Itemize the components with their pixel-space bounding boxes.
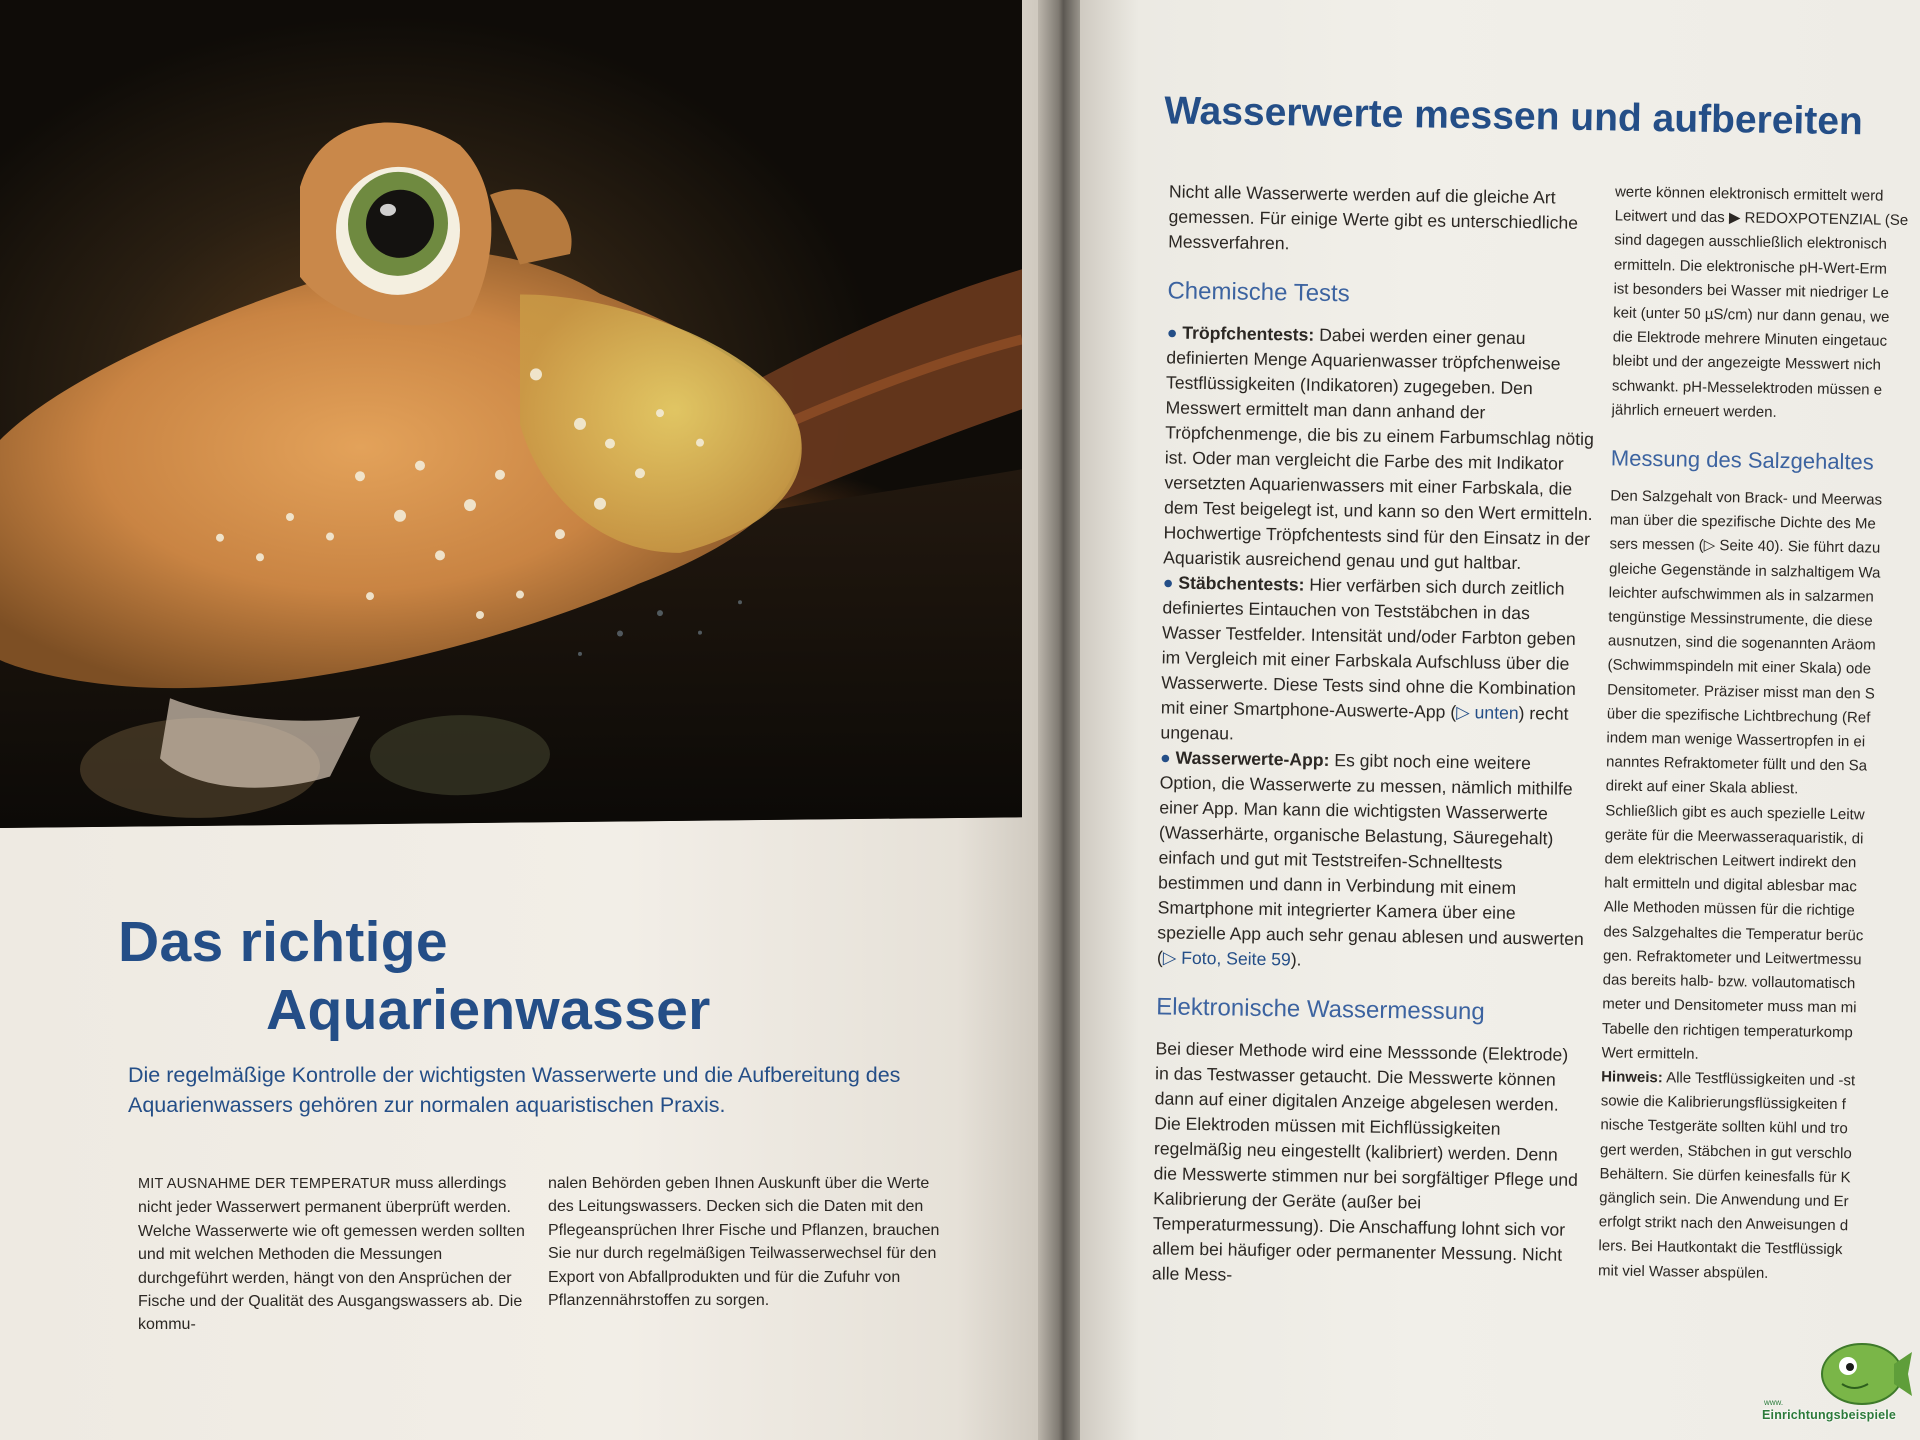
text-line: Alle Methoden müssen für die richtige bbox=[1603, 898, 1855, 920]
bullet-text-tail: ) recht ungenau. bbox=[1160, 702, 1569, 744]
note-first: Alle Testflüssigkeiten und -st bbox=[1662, 1069, 1856, 1090]
text-line: indem man wenige Wassertropfen in ei bbox=[1606, 729, 1866, 751]
text-line: die Elektrode mehrere Minuten eingetauc bbox=[1612, 328, 1888, 350]
bullet-icon: ● bbox=[1159, 747, 1176, 768]
page-heading: Wasserwerte messen und aufbereiten bbox=[1163, 89, 1864, 144]
text-line: jährlich erneuert werden. bbox=[1611, 401, 1777, 421]
bullet-text: Es gibt noch eine weitere Option, die Wasserwerte zu messen, nämlich mithilfe einer App. Man kann die wichtigsten Wasserwerte (Wasserhärte, organische Belastung, Säuregehalt) einfach und gut mit Teststreifen-Schnelltests bestimmen und dann in Verbindung mit einem Smartphone mit integrierter Kamera über eine spezielle App auch sehr genau ablesen und auswerten ( bbox=[1156, 750, 1584, 968]
text-line: meter und Densitometer muss man mi bbox=[1602, 995, 1857, 1017]
note-label: Hinweis: bbox=[1601, 1068, 1663, 1087]
text-line: ermitteln. Die elektronische pH-Wert-Erm bbox=[1613, 256, 1888, 278]
text-line: gänglich sein. Die Anwendung und Er bbox=[1599, 1189, 1849, 1211]
frog-illustration bbox=[0, 0, 1022, 828]
right-page bbox=[1080, 0, 1920, 1440]
text-line: tengünstige Messinstrumente, die diese bbox=[1608, 608, 1873, 630]
watermark-logo bbox=[1762, 1340, 1920, 1440]
text-line: gleiche Gegenstände in salzhaltigem Wa bbox=[1609, 560, 1881, 582]
text-line: über die spezifische Lichtbrechung (Ref bbox=[1606, 705, 1871, 727]
bullet-text-tail: ). bbox=[1290, 949, 1302, 970]
col-b-block-2 bbox=[1601, 484, 1920, 1070]
text-line: sowie die Kalibrierungsflüssigkeiten f bbox=[1600, 1092, 1847, 1114]
bullet-wasserwerte-app bbox=[1157, 745, 1590, 977]
bullet-icon: ● bbox=[1166, 322, 1183, 343]
elektronisch-text: Bei dieser Methode wird eine Messsonde (Elektrode) in das Testwasser getaucht. Die Messwerte können dann auf einer digitalen Anzeige abgelesen werden. Die Elektroden müssen mit Eichflüssigkeiten regelmäßig neu eingestellt (kalibriert) werden. Denn die Messwerte stimmen nur bei sorgfältiger Pflege und Kalibrierung der Geräte (außer bei Temperaturmessung). Die Anschaffung lohnt sich vor allem bei häufiger oder permanenter Messung. Nicht alle Mess- bbox=[1151, 1038, 1579, 1285]
right-column-b bbox=[1598, 180, 1920, 1288]
subheading-salzgehalt: Messung des Salzgehaltes bbox=[1610, 445, 1874, 475]
frog-photo bbox=[0, 0, 1022, 828]
text-line: Behältern. Sie dürfen keinesfalls für K bbox=[1599, 1165, 1851, 1186]
chapter-title-line-2: Aquarienwasser bbox=[266, 978, 711, 1042]
text-line: direkt auf einer Skala abliest. bbox=[1605, 777, 1799, 798]
bullet-icon: ● bbox=[1162, 572, 1179, 593]
bullet-term: Tröpfchentests: bbox=[1182, 322, 1315, 345]
chapter-intro: Die regelmäßige Kontrolle der wichtigsten Wasserwerte und die Aufbereitung des Aquarienwassers gehören zur normalen aquaristischen Praxis. bbox=[128, 1063, 901, 1117]
cross-reference: ▷ unten bbox=[1456, 701, 1519, 723]
bullet-term: Wasserwerte-App: bbox=[1175, 747, 1330, 771]
bullet-tropfchentests bbox=[1163, 320, 1597, 577]
text-line: Den Salzgehalt von Brack- und Meerwas bbox=[1610, 487, 1883, 509]
bullet-stabchentests bbox=[1160, 570, 1593, 752]
text-line: Wert ermitteln. bbox=[1601, 1044, 1699, 1063]
text-line: schwankt. pH-Messelektroden müssen e bbox=[1611, 377, 1883, 399]
text-line: gen. Refraktometer und Leitwertmessu bbox=[1602, 947, 1862, 969]
section-intro: Nicht alle Wasserwerte werden auf die gleiche Art gemessen. Für einige Werte gibt es unterschiedliche Messverfahren. bbox=[1168, 181, 1579, 254]
lead-caps: MIT AUSNAHME DER TEMPERATUR bbox=[138, 1176, 391, 1192]
text-line: lers. Bei Hautkontakt die Testflüssigk bbox=[1598, 1237, 1843, 1259]
text-line: dem elektrischen Leitwert indirekt den bbox=[1604, 850, 1857, 872]
chapter-title-line-1: Das richtige bbox=[118, 910, 448, 974]
text-line: Leitwert und das ▶ REDOXPOTENZIAL (Se bbox=[1614, 207, 1909, 230]
text-line: leichter aufschwimmen als in salzarmen bbox=[1608, 584, 1874, 606]
watermark-text: Einrichtungsbeispiele bbox=[1762, 1408, 1897, 1422]
text-line: geräte für die Meerwasseraquaristik, di bbox=[1604, 826, 1864, 848]
subheading-elektronische-wassermessung: Elektronische Wassermessung bbox=[1155, 993, 1485, 1026]
text-line: (Schwimmspindeln mit einer Skala) ode bbox=[1607, 656, 1872, 678]
bullet-text: Hier verfärben sich durch zeitlich definiertes Eintauchen von Teststäbchen in das Wasser Testfelder. Intensität und/oder Farbton geben im Vergleich mit einer Farbskala Aufschluss über die Wasserwerte. Diese Tests sind ohne die Kombination mit einer Smartphone-Auswerte-App ( bbox=[1160, 574, 1577, 722]
left-body-text-1: muss allerdings nicht jeder Wasserwert permanent überprüft werden. Welche Wasserwerte wie oft gemessen werden sollten und mit welchen Methoden die Messungen durchgeführt werden, hängt von den Ansprüchen der Fische und der Qualität des Ausgangswassers ab. Die kommu- bbox=[138, 1175, 525, 1334]
text-line: Schließlich gibt es auch spezielle Leitw bbox=[1605, 802, 1865, 824]
text-line: keit (unter 50 µS/cm) nur dann genau, we bbox=[1613, 304, 1890, 326]
text-line: sers messen (▷ Seite 40). Sie führt dazu bbox=[1609, 535, 1881, 558]
col-b-block-1 bbox=[1611, 180, 1920, 427]
text-line: ausnutzen, sind die sogenannten Aräom bbox=[1607, 632, 1876, 654]
text-line: gert werden, Stäbchen in gut verschlo bbox=[1599, 1140, 1852, 1162]
text-line: werte können elektronisch ermittelt werd bbox=[1614, 183, 1884, 205]
left-body-text-2: nalen Behörden geben Ihnen Auskunft über die Werte des Leitungswassers. Decken sich die Daten mit den Pflegeansprüchen Ihrer Fische und Pflanzen, brauchen Sie nur durch regelmäßigen Teilwasserwechsel für den Export von Abfallprodukten und für die Zufuhr von Pflanzennährstoffen zu sorgen. bbox=[548, 1175, 940, 1310]
text-line: man über die spezifische Dichte des Me bbox=[1609, 511, 1876, 533]
text-line: des Salzgehaltes die Temperatur berüc bbox=[1603, 923, 1864, 945]
text-line: erfolgt strikt nach den Anweisungen d bbox=[1598, 1213, 1849, 1235]
bullet-term: Stäbchentests: bbox=[1178, 572, 1305, 595]
text-line: Tabelle den richtigen temperaturkomp bbox=[1601, 1019, 1853, 1041]
text-line: das bereits halb- bzw. vollautomatisch bbox=[1602, 971, 1856, 993]
book-gutter bbox=[1038, 0, 1084, 1440]
watermark-domain: www. bbox=[1764, 1398, 1784, 1407]
col-b-note bbox=[1598, 1065, 1920, 1288]
text-line: mit viel Wasser abspülen. bbox=[1597, 1261, 1769, 1282]
right-column-a bbox=[1152, 179, 1599, 1293]
cross-reference: ▷ Foto, Seite 59 bbox=[1162, 947, 1291, 970]
left-body-column-1 bbox=[138, 1172, 530, 1337]
subheading-chemische-tests: Chemische Tests bbox=[1167, 277, 1350, 308]
text-line: halt ermitteln und digital ablesbar mac bbox=[1604, 874, 1857, 896]
text-line: nanntes Refraktometer füllt und den Sa bbox=[1605, 753, 1868, 775]
bullet-text: Dabei werden einer genau definierten Menge Aquarienwasser tröpfchenweise Testflüssigkeiten (Indikatoren) zugegeben. Den Messwert ermittelt man dann anhand der Tröpfchenmenge, die bis zu einem Farbumschlag nötig ist. Oder man vergleicht die Farbe des mit Indikator versetzten Aquarienwassers mit einer Farbskala, die dem Test beigelegt ist, und kann so den Wert ermitteln. Hochwertige Tröpfchentests sind für den Einsatz in der Aquaristik ausreichend genau und gut haltbar. bbox=[1163, 324, 1594, 573]
left-body-column-2 bbox=[548, 1172, 948, 1312]
text-line: ist besonders bei Wasser mit niedriger Le bbox=[1613, 280, 1890, 302]
text-line: sind dagegen ausschließlich elektronisch bbox=[1614, 231, 1888, 254]
text-line: nische Testgeräte sollten kühl und tro bbox=[1600, 1116, 1848, 1138]
text-line: bleibt und der angezeigte Messwert nich bbox=[1612, 352, 1881, 375]
chapter-title bbox=[118, 908, 711, 1044]
text-line: Densitometer. Präziser misst man den S bbox=[1607, 681, 1875, 703]
fish-logo-icon bbox=[1762, 1340, 1920, 1410]
